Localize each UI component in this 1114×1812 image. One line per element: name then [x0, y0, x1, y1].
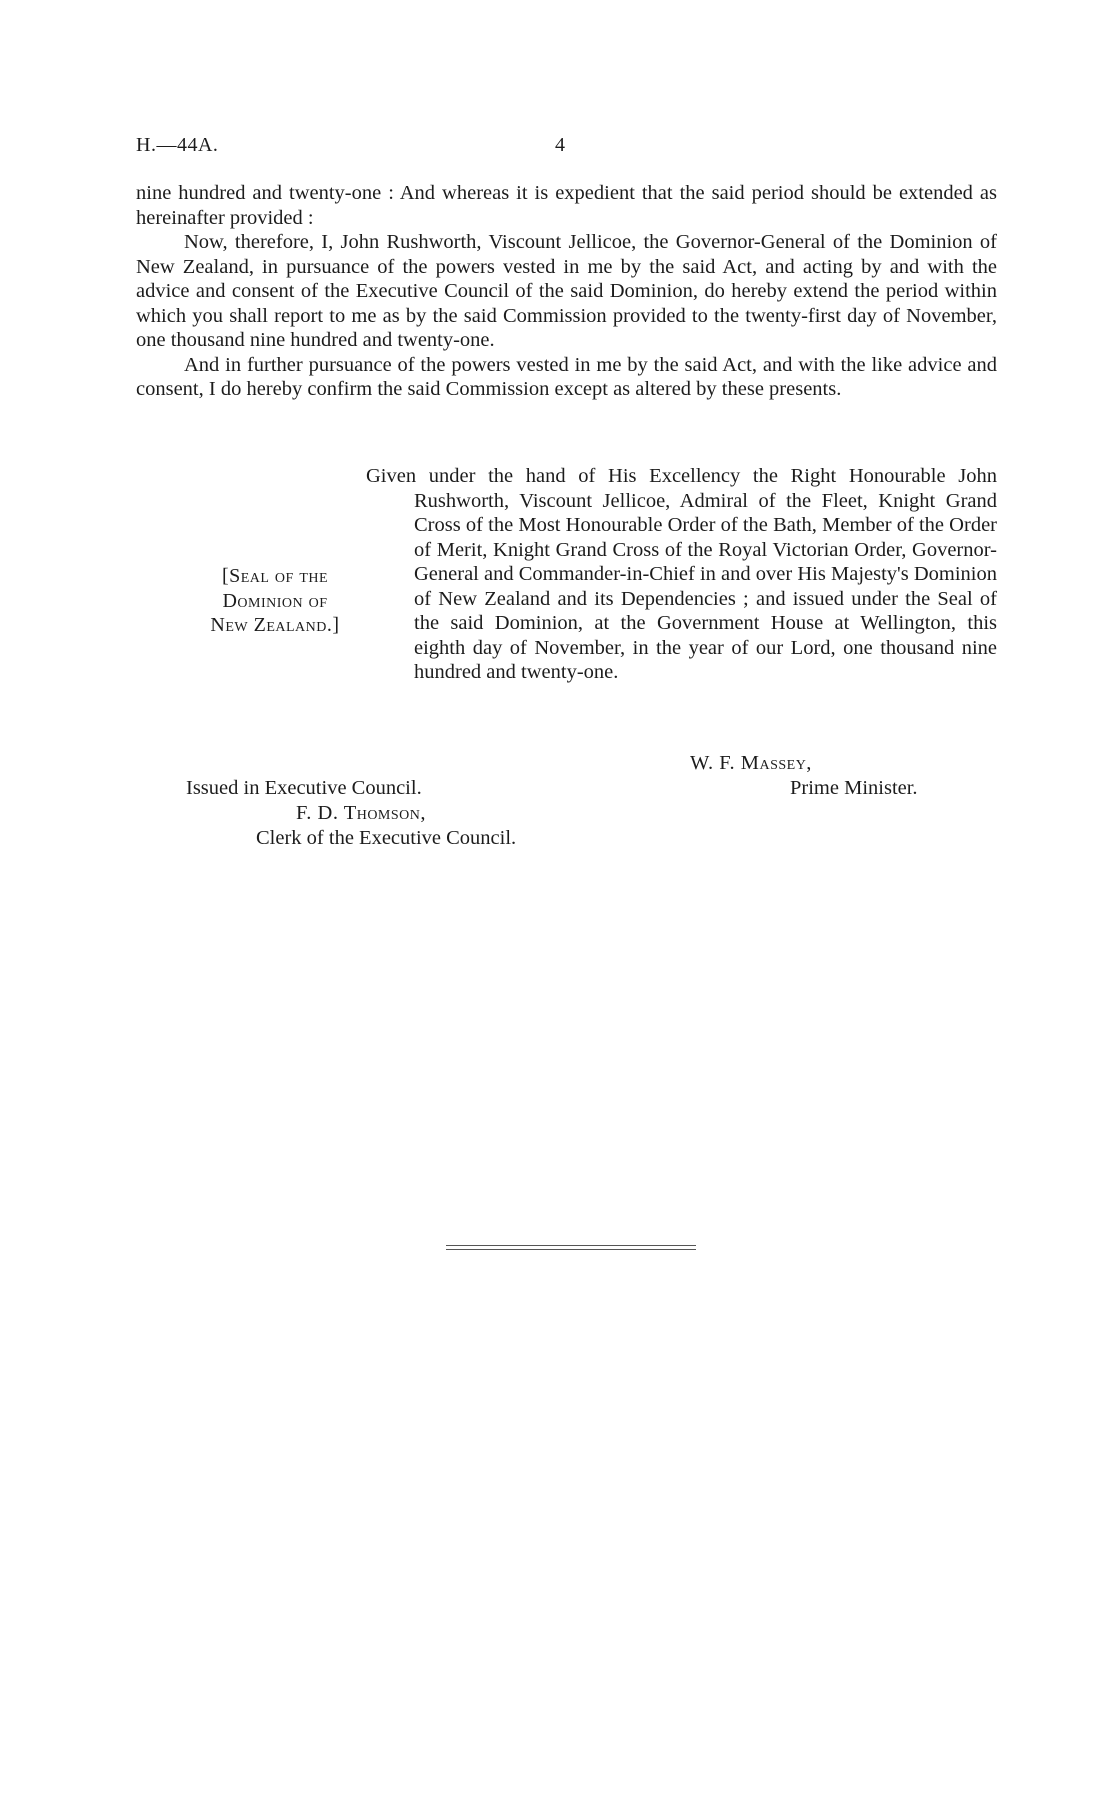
seal-line-2: Dominion of	[222, 589, 328, 612]
paragraph-extension: Now, therefore, I, John Rushworth, Viscount Jellicoe, the Governor-General of the Dominion of New Zealand, in pursuance of the powers vested in me by the said Act, and acting by and with the advice and consent of the Executive Council of the said Dominion, do hereby extend the period within which you shall report to me as by the said Commission provided to the twenty-first day of November, one thousand nine hundred and twenty-one.	[136, 231, 997, 351]
paragraph-continuation: nine hundred and twenty-one : And whereas it is expedient that the said period should be extended as hereinafter provided :	[136, 182, 997, 229]
document-reference	[136, 134, 218, 157]
seal-line-3: New Zealand.]	[210, 614, 340, 636]
given-under-hand-clause: Given under the hand of His Excellency the Right Honourable John Rushworth, Viscount Jellicoe, Admiral of the Fleet, Knight Grand Cross of the Most Honourable Order of the Bath, Member of the Order of Merit, Knight Grand Cross of the Royal Victorian Order, Governor-General and Commander-in-Chief in and over His Majesty's Dominion of New Zealand and its Dependencies ; and issued under the Seal of the said Dominion, at the Government House at Wellington, this eighth day of November, in the year of our Lord, one thousand nine hundred and twenty-one.	[366, 465, 997, 683]
paragraph-confirmation: And in further pursuance of the powers vested in me by the said Act, and with the like advice and consent, I do hereby confirm the said Commission except as altered by these presents.	[136, 353, 997, 400]
page-number: 4	[555, 134, 565, 156]
seal-line-1: [Seal of the	[221, 565, 329, 587]
closing-double-rule	[446, 1245, 696, 1250]
signature-massey-name: W. F. Massey,	[690, 752, 812, 774]
body-text	[136, 181, 997, 402]
reference-text: H.—44A.	[136, 134, 219, 156]
signature-massey-title: Prime Minister.	[790, 777, 918, 799]
signature-thomson-title: Clerk of the Executive Council.	[256, 827, 517, 849]
signature-thomson-name: F. D. Thomson,	[296, 802, 427, 824]
seal-note	[190, 564, 360, 638]
issued-in-council: Issued in Executive Council.	[186, 777, 422, 799]
